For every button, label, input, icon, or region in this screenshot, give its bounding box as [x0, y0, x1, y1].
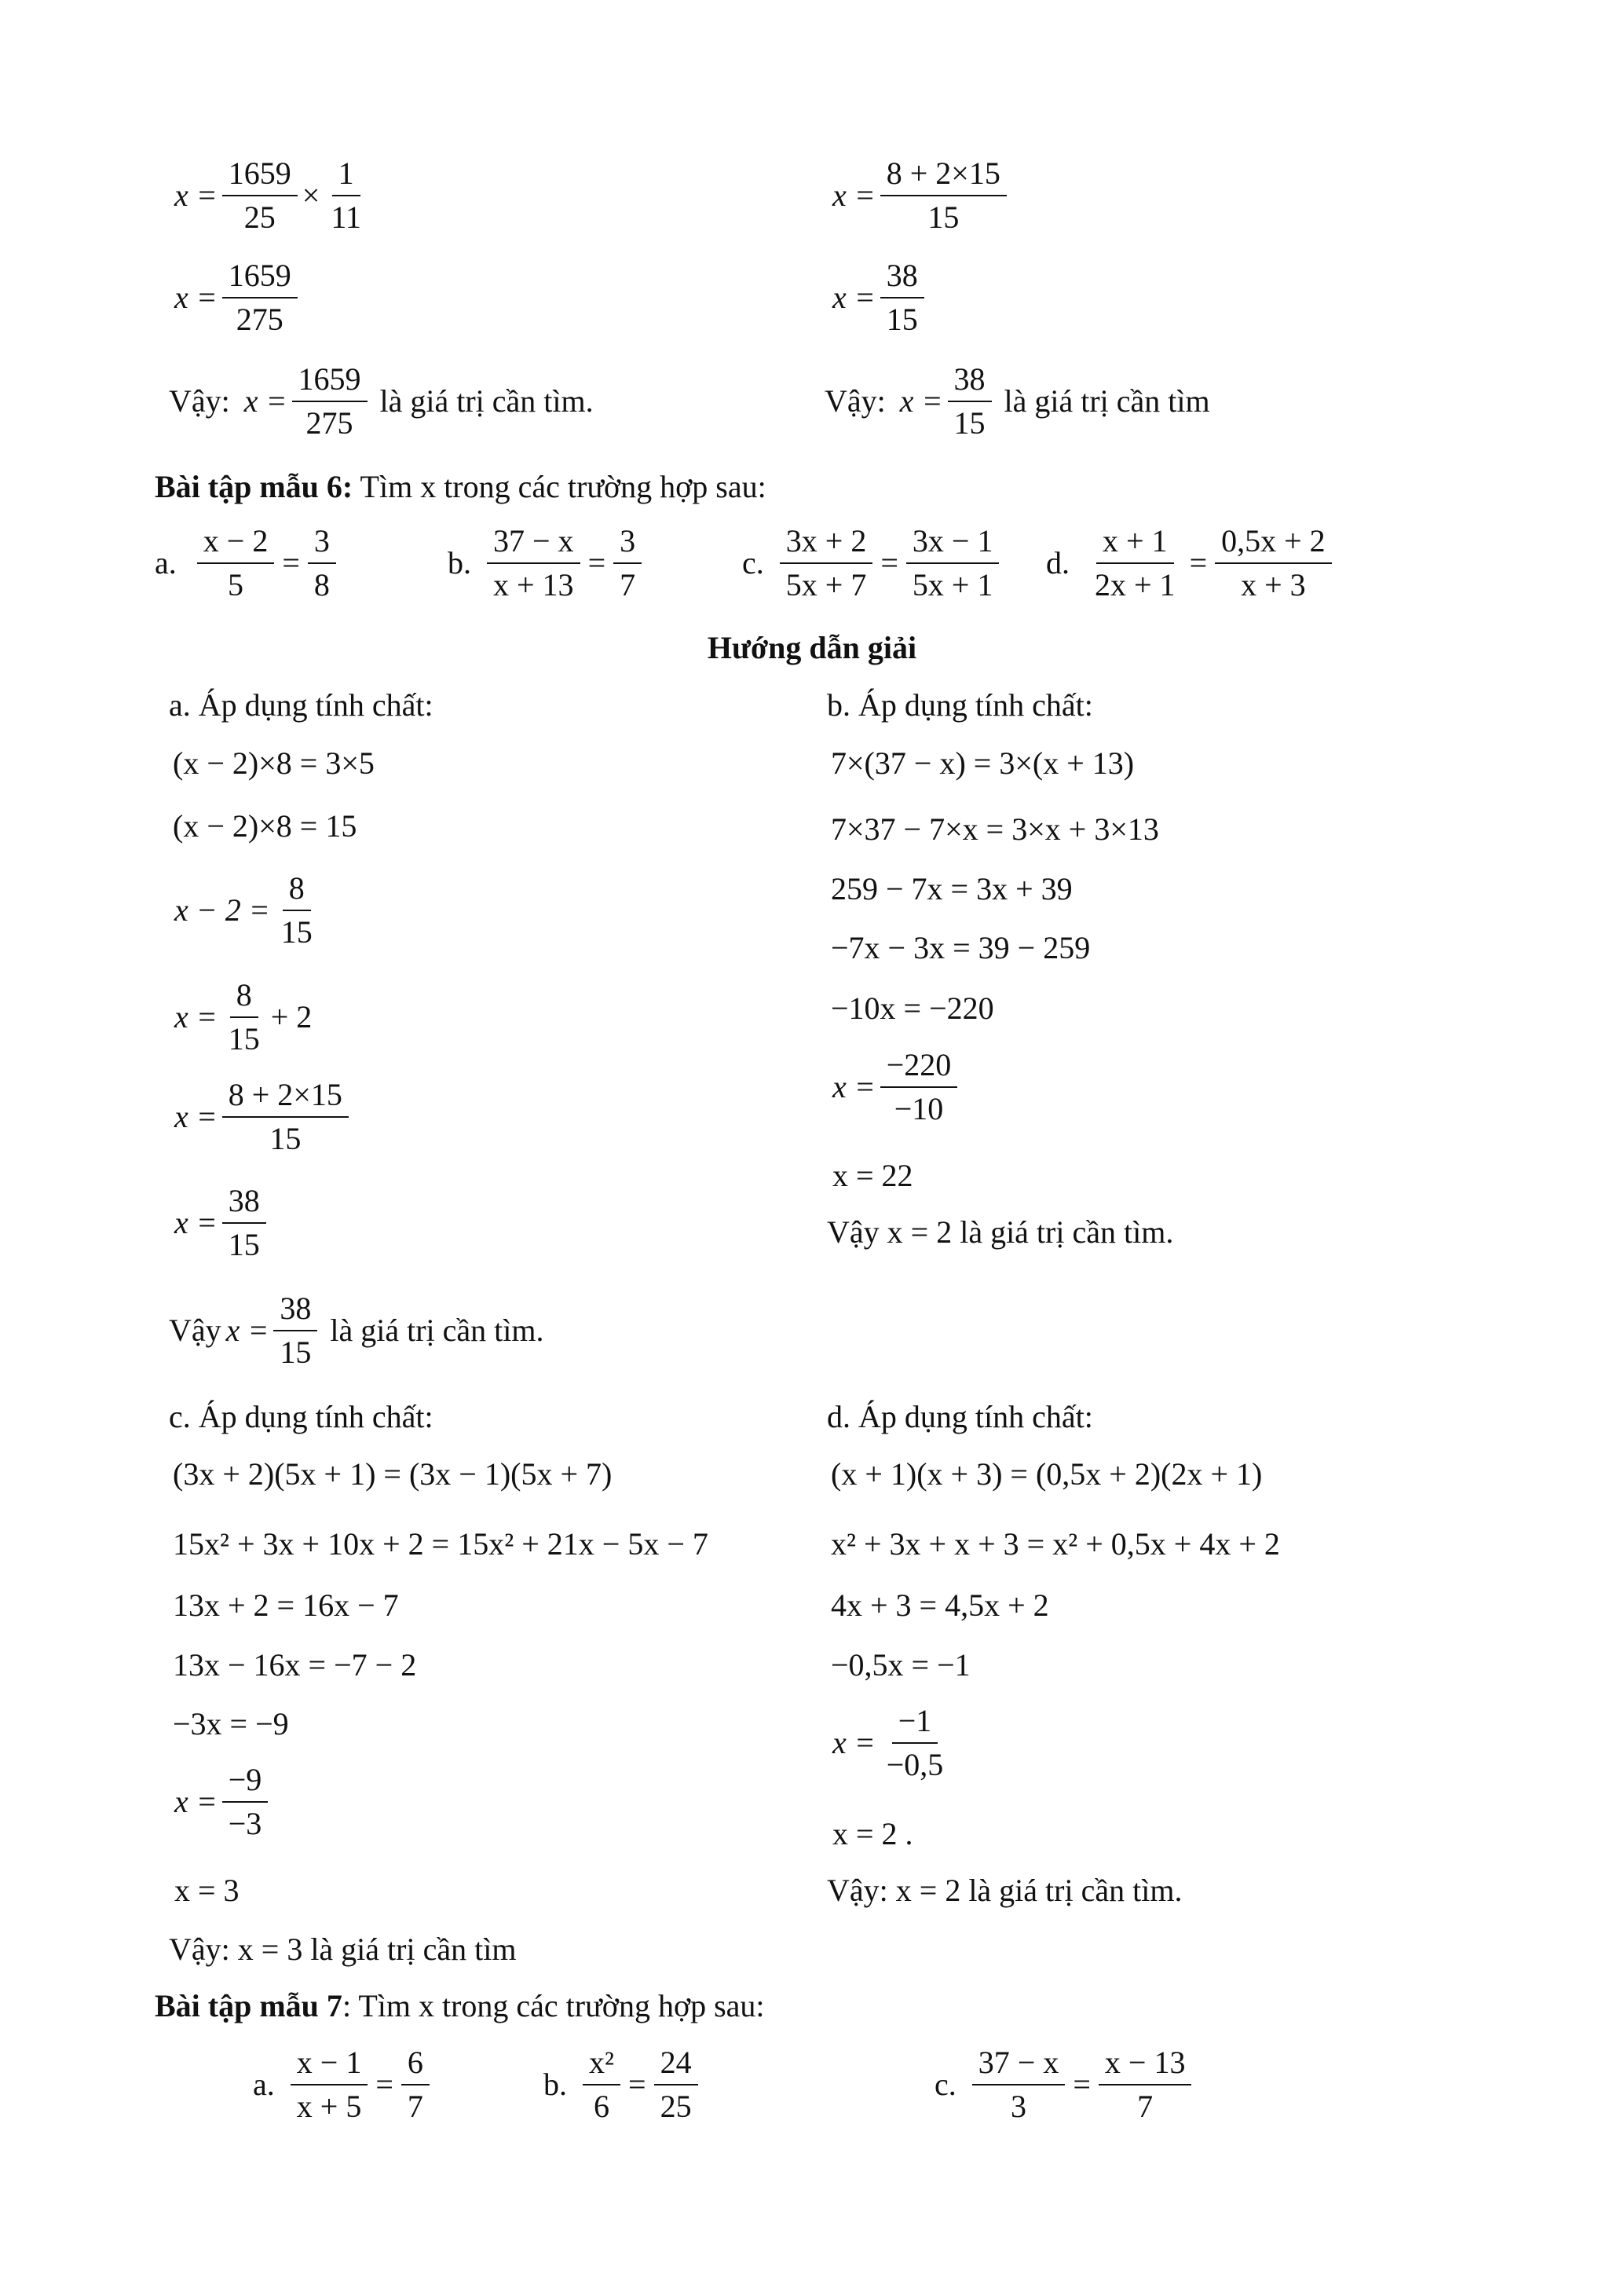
- ex7-item-b: b. $\frac{\text{x²}}{6}$ = $\frac{24}{25}$: [543, 2046, 703, 2123]
- sol-a-conclusion: Vậy x = $\frac{38}{15}$ là giá trị cần tìm.: [169, 1291, 544, 1370]
- ex6-item-a: a. $\frac{x - 2}{5}$ = $\frac{3}{8}$: [155, 525, 341, 602]
- sol-a-step-6: x = $\frac{38}{15}$: [174, 1185, 271, 1262]
- ex6-item-c: c. $\frac{3x + 2}{5x + 7}$ = $\frac{3x - 1}{5x + 1}$: [742, 525, 1004, 602]
- sol-a-step-3: x − 2 = $\frac{8}{15}$: [174, 870, 313, 950]
- sol-b-step-3: 259 − 7x = 3x + 39: [831, 871, 1073, 906]
- sol-b-head: b. Áp dụng tính chất:: [827, 687, 1093, 723]
- sol-a-step-5: x = $\frac{8 + 2\times 15}{15}$: [174, 1078, 353, 1155]
- sol-c-step-3: 13x + 2 = 16x − 7: [173, 1587, 399, 1623]
- sol-a-step-1: (x − 2)×8 = 3×5: [173, 745, 375, 781]
- guide-heading: Hướng dẫn giải: [707, 630, 917, 665]
- tr-line-2: x = $\frac{38}{15}$: [832, 259, 929, 336]
- sol-b-step-7: x = 22: [832, 1158, 913, 1193]
- sol-b-step-2: 7×37 − 7×x = 3×x + 3×13: [831, 811, 1159, 847]
- sol-a-step-2: (x − 2)×8 = 15: [173, 808, 357, 844]
- ex7-item-a: a. $\frac{x - 1}{x + 5}$ = $\frac{6}{7}$: [253, 2046, 434, 2123]
- tl-line-2: x = $\frac{1659}{275}$: [174, 259, 302, 336]
- sol-d-step-1: (x + 1)(x + 3) = (0,5x + 2)(2x + 1): [831, 1456, 1263, 1492]
- sol-c-step-7: x = 3: [174, 1873, 240, 1908]
- sol-d-head: d. Áp dụng tính chất:: [827, 1399, 1093, 1434]
- ex7-title: Bài tập mẫu 7: Tìm x trong các trường hợp sau:: [155, 1988, 765, 2023]
- tl-line-3: Vậy: x = $\frac{1659}{275}$ là giá trị cần tìm.: [169, 361, 594, 441]
- sol-d-step-6: x = 2 .: [832, 1816, 913, 1851]
- sol-c-conclusion: Vậy: x = 3 là giá trị cần tìm: [169, 1932, 517, 1967]
- sol-b-step-5: −10x = −220: [831, 991, 994, 1026]
- sol-c-step-6: x = $\frac{-9}{-3}$: [174, 1763, 272, 1840]
- sol-c-step-2: 15x² + 3x + 10x + 2 = 15x² + 21x − 5x − 7: [173, 1526, 708, 1562]
- ex6-item-b: b. $\frac{37 - x}{x + 13}$ = $\frac{3}{7}$: [448, 525, 646, 602]
- sol-c-head: c. Áp dụng tính chất:: [169, 1399, 433, 1434]
- sol-c-step-4: 13x − 16x = −7 − 2: [173, 1647, 417, 1683]
- sol-d-step-2: x² + 3x + x + 3 = x² + 0,5x + 4x + 2: [831, 1526, 1280, 1562]
- sol-c-step-5: −3x = −9: [173, 1706, 289, 1741]
- ex7-item-c: c. $\frac{37 - x}{3}$ = $\frac{x - 13}{7}$: [935, 2046, 1196, 2123]
- sol-a-head: a. Áp dụng tính chất:: [169, 687, 433, 723]
- ex6-title: Bài tập mẫu 6: Tìm x trong các trường hợp sau:: [155, 469, 766, 504]
- sol-d-step-5: x = $\frac{-1}{-0,5}$: [832, 1703, 944, 1782]
- sol-a-step-4: x = $\frac{8}{15}$ + 2: [174, 977, 313, 1056]
- sol-c-step-1: (3x + 2)(5x + 1) = (3x − 1)(5x + 7): [173, 1456, 613, 1492]
- sol-b-step-1: 7×(37 − x) = 3×(x + 13): [831, 745, 1135, 781]
- tl-line-1: x = $\frac{1659}{25}$ × $\frac{1}{11}$: [174, 156, 361, 235]
- sol-b-step-4: −7x − 3x = 39 − 259: [831, 930, 1091, 965]
- tr-line-3: Vậy: x = $\frac{38}{15}$ là giá trị cần tìm: [825, 361, 1210, 441]
- sol-b-step-6: x = $\frac{-220}{-10}$: [832, 1049, 962, 1126]
- sol-b-conclusion: Vậy x = 2 là giá trị cần tìm.: [827, 1214, 1174, 1250]
- sol-d-step-4: −0,5x = −1: [831, 1647, 971, 1683]
- sol-d-step-3: 4x + 3 = 4,5x + 2: [831, 1587, 1049, 1623]
- tr-line-1: x = $\frac{8 + 2\times 15}{15}$: [832, 157, 1011, 234]
- sol-d-conclusion: Vậy: x = 2 là giá trị cần tìm.: [827, 1873, 1183, 1908]
- ex6-item-d: d. $\frac{x + 1}{2x + 1}$ = $\frac{0,5x + 2}{x + 3}$: [1046, 525, 1337, 602]
